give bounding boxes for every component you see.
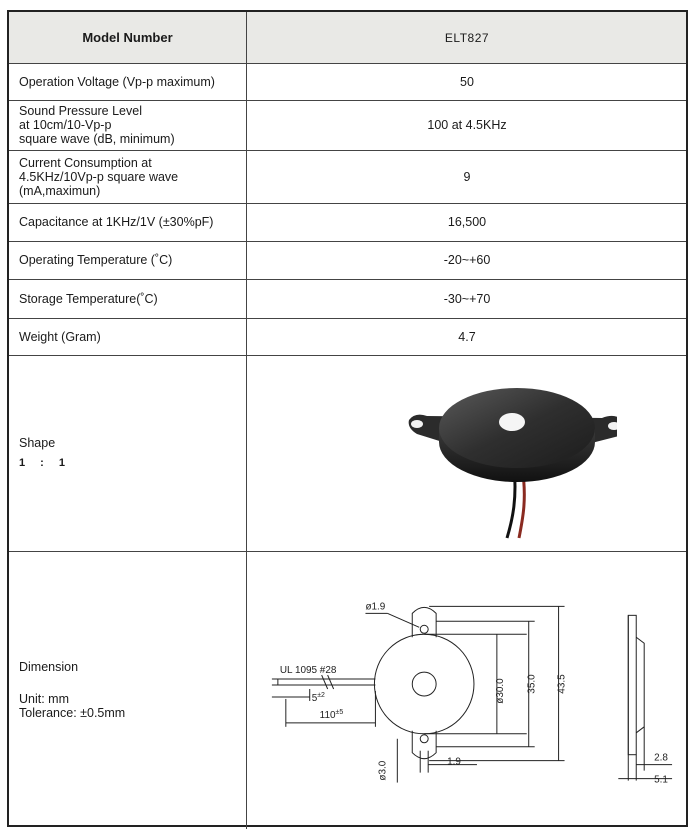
strip-label: $5^{\pm 2}$ bbox=[311, 691, 325, 704]
lead-label: $110^{\pm 5}$ bbox=[319, 708, 344, 721]
sound-hole bbox=[499, 413, 525, 431]
overall-label: 43.5 bbox=[556, 674, 568, 694]
row-shape bbox=[9, 355, 686, 552]
capacitance-value: 16,500 bbox=[447, 215, 487, 229]
weight-label: Weight (Gram) bbox=[9, 318, 247, 355]
shape-ratio: 1 : 1 bbox=[19, 457, 72, 469]
dimension-unit: Unit: mm bbox=[19, 692, 69, 706]
row-operation-voltage bbox=[9, 63, 686, 101]
tab-width-label: 1.9 bbox=[447, 756, 461, 768]
row-current-consumption bbox=[9, 150, 686, 204]
shape-image-cell bbox=[248, 355, 686, 551]
header-row bbox=[9, 12, 686, 64]
dimension-drawing bbox=[248, 551, 686, 827]
row-capacitance bbox=[9, 203, 686, 242]
weight-value: 4.7 bbox=[458, 329, 476, 344]
capacitance-label: Capacitance at 1KHz/1V (±30%pF) bbox=[9, 203, 247, 241]
operating-temperature-label: Operating Temperature (˚C) bbox=[9, 241, 247, 279]
sound-pressure-label: Sound Pressure Level at 10cm/10-Vp-p square wave (dB, minimum) bbox=[9, 100, 247, 150]
model-number-label: Model Number bbox=[9, 12, 247, 63]
dimension-drawing-cell bbox=[248, 551, 686, 829]
body-dia-label: ø30.0 bbox=[494, 678, 506, 704]
row-sound-pressure bbox=[9, 100, 686, 151]
left-mount-hole bbox=[411, 420, 423, 428]
hole-dia-label: ø1.9 bbox=[365, 601, 386, 613]
shape-label: Shape bbox=[19, 436, 56, 450]
storage-temperature-value: -30~+70 bbox=[443, 291, 491, 306]
current-consumption-label: Current Consumption at 4.5KHz/10Vp-p square wave (mA,maximun) bbox=[9, 150, 247, 203]
row-operating-temperature bbox=[9, 241, 686, 280]
row-storage-temperature bbox=[9, 279, 686, 319]
spec-table bbox=[7, 10, 688, 827]
tab-hole-label: ø3.0 bbox=[377, 760, 389, 781]
operation-voltage-value: 50 bbox=[460, 74, 474, 89]
thin-thickness-label: 2.8 bbox=[654, 752, 668, 764]
operating-temperature-value: -20~+60 bbox=[443, 253, 491, 267]
model-number-value: ELT827 bbox=[444, 30, 490, 45]
sound-pressure-value: 100 at 4.5KHz bbox=[427, 118, 507, 132]
dimension-tolerance: Tolerance: ±0.5mm bbox=[19, 706, 126, 720]
operation-voltage-label: Operation Voltage (Vp-p maximum) bbox=[9, 63, 247, 100]
total-thickness-label: 5.1 bbox=[654, 774, 668, 786]
row-weight bbox=[9, 318, 686, 356]
shape-label-cell bbox=[9, 355, 247, 551]
dimension-label-cell bbox=[9, 551, 247, 829]
dimension-label: Dimension bbox=[19, 660, 79, 674]
wire-label: UL 1095 #28 bbox=[279, 665, 337, 677]
current-consumption-value: 9 bbox=[463, 169, 471, 184]
buzzer-photo bbox=[317, 358, 617, 548]
mount-label: 35.0 bbox=[526, 674, 538, 694]
storage-temperature-label: Storage Temperature(˚C) bbox=[9, 279, 247, 318]
row-dimension bbox=[9, 551, 686, 829]
